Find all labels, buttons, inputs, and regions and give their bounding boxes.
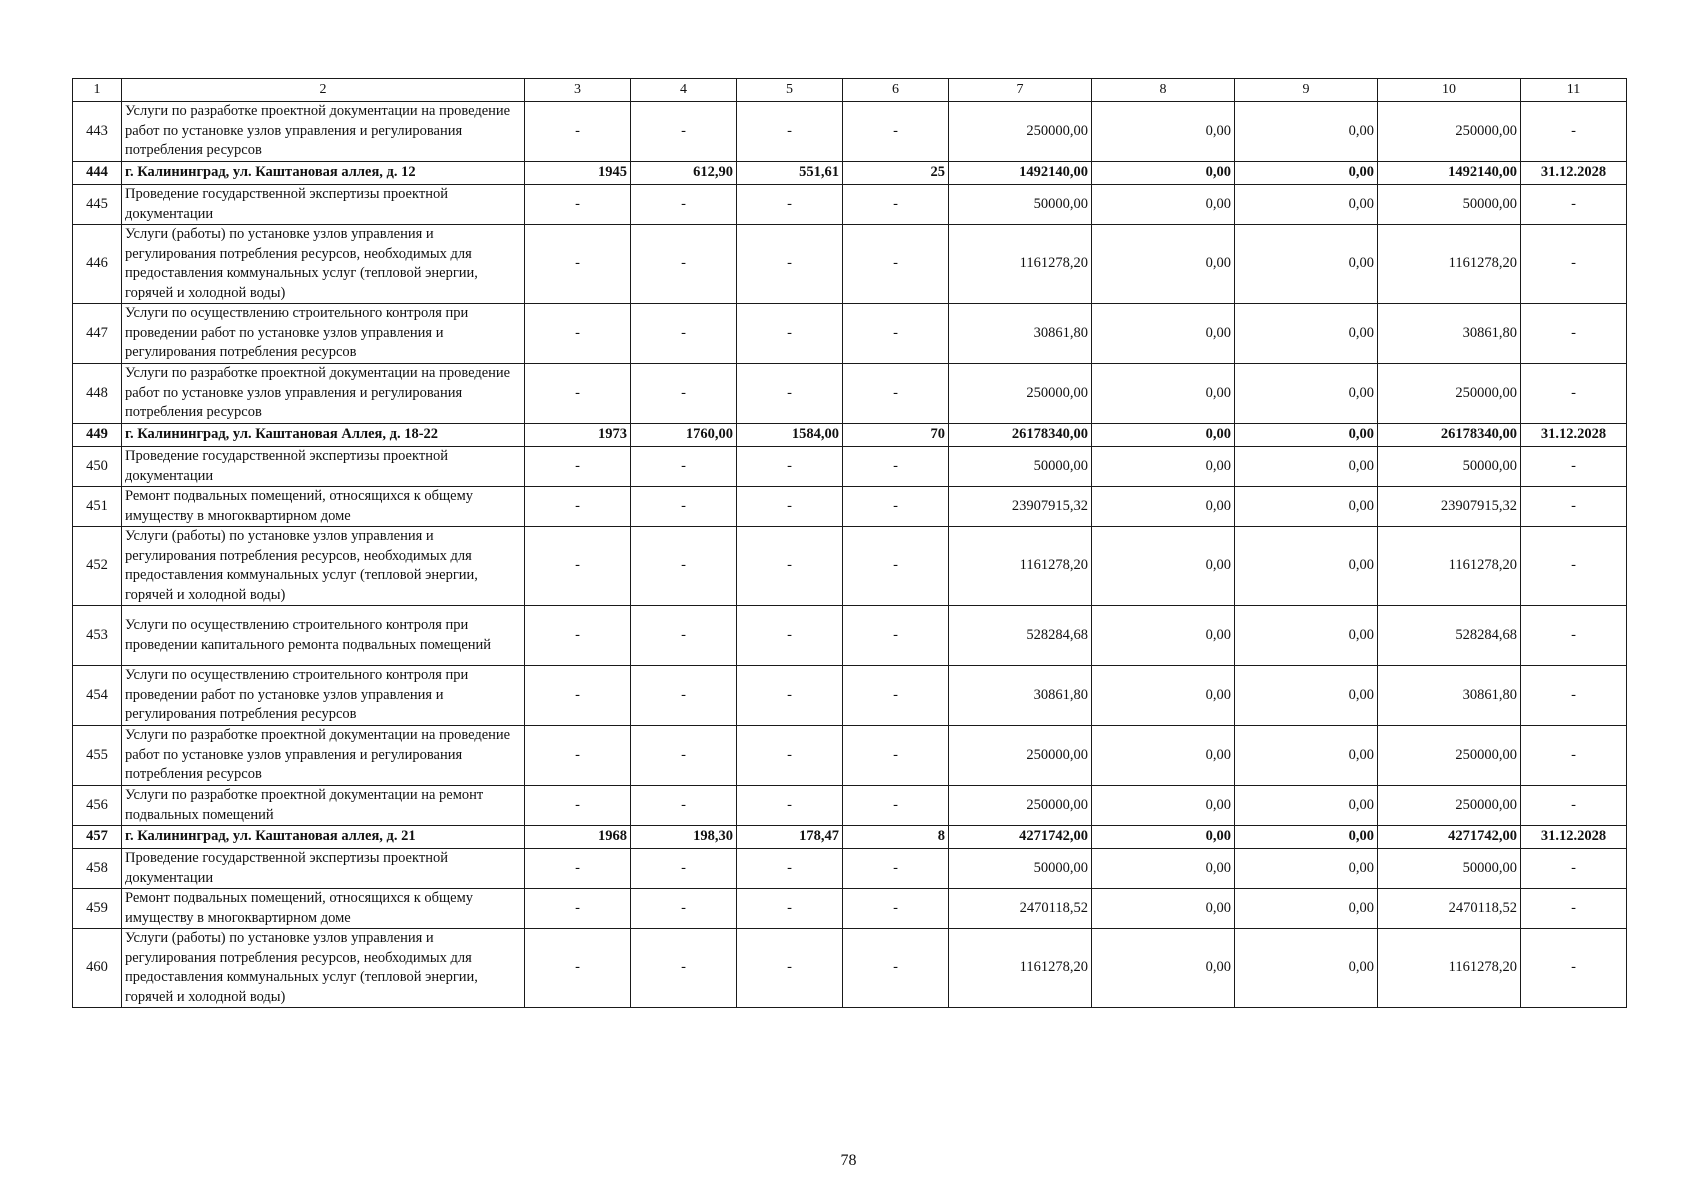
col3-cell: -: [525, 225, 631, 304]
col6-cell: -: [843, 225, 949, 304]
col5-cell: -: [737, 304, 843, 364]
table-row: [73, 726, 1627, 786]
col10-amount: 4271742,00: [1378, 826, 1521, 849]
row-number: 454: [73, 666, 122, 726]
col10-amount: 1161278,20: [1378, 225, 1521, 304]
col9-amount: 0,00: [1235, 826, 1378, 849]
col7-amount: 26178340,00: [949, 424, 1092, 447]
row-description: г. Калининград, ул. Каштановая аллея, д. 12: [122, 162, 525, 185]
column-header: 10: [1378, 79, 1521, 102]
col11-cell: 31.12.2028: [1521, 826, 1627, 849]
row-description: Услуги по осуществлению строительного контроля при проведении работ по установке узлов управления и регулирования потребления ресурсов: [122, 666, 525, 726]
col5-cell: -: [737, 849, 843, 889]
column-header: 3: [525, 79, 631, 102]
col11-cell: -: [1521, 606, 1627, 666]
col7-amount: 50000,00: [949, 447, 1092, 487]
col5-cell: 178,47: [737, 826, 843, 849]
row-description: Проведение государственной экспертизы проектной документации: [122, 447, 525, 487]
row-description: г. Калининград, ул. Каштановая аллея, д. 21: [122, 826, 525, 849]
table-row: [73, 185, 1627, 225]
table-row: [73, 606, 1627, 666]
column-header: 6: [843, 79, 949, 102]
col3-cell: -: [525, 364, 631, 424]
col9-amount: 0,00: [1235, 889, 1378, 929]
row-number: 452: [73, 527, 122, 606]
col6-cell: 25: [843, 162, 949, 185]
col4-cell: -: [631, 527, 737, 606]
col10-amount: 50000,00: [1378, 185, 1521, 225]
col7-amount: 250000,00: [949, 102, 1092, 162]
col5-cell: -: [737, 929, 843, 1008]
col6-cell: -: [843, 487, 949, 527]
col10-amount: 23907915,32: [1378, 487, 1521, 527]
page-number: 78: [840, 1152, 857, 1169]
col7-amount: 30861,80: [949, 304, 1092, 364]
table-row: [73, 487, 1627, 527]
col6-cell: -: [843, 304, 949, 364]
col3-cell: 1945: [525, 162, 631, 185]
col10-amount: 50000,00: [1378, 447, 1521, 487]
table-body: [73, 102, 1627, 1008]
col8-amount: 0,00: [1092, 527, 1235, 606]
col5-cell: -: [737, 185, 843, 225]
col7-amount: 4271742,00: [949, 826, 1092, 849]
row-number: 460: [73, 929, 122, 1008]
row-number: 447: [73, 304, 122, 364]
col3-cell: -: [525, 726, 631, 786]
column-header: 8: [1092, 79, 1235, 102]
document-sheet: [72, 78, 1626, 1008]
col4-cell: -: [631, 447, 737, 487]
col10-amount: 30861,80: [1378, 304, 1521, 364]
col11-cell: 31.12.2028: [1521, 162, 1627, 185]
col9-amount: 0,00: [1235, 527, 1378, 606]
col10-amount: 30861,80: [1378, 666, 1521, 726]
col8-amount: 0,00: [1092, 424, 1235, 447]
col10-amount: 2470118,52: [1378, 889, 1521, 929]
row-description: Услуги по разработке проектной документации на проведение работ по установке узлов управления и регулирования потребления ресурсов: [122, 364, 525, 424]
col4-cell: 1760,00: [631, 424, 737, 447]
row-number: 456: [73, 786, 122, 826]
row-number: 459: [73, 889, 122, 929]
col5-cell: -: [737, 726, 843, 786]
col11-cell: -: [1521, 185, 1627, 225]
col11-cell: -: [1521, 786, 1627, 826]
col6-cell: -: [843, 666, 949, 726]
col5-cell: -: [737, 102, 843, 162]
col5-cell: -: [737, 606, 843, 666]
col5-cell: -: [737, 666, 843, 726]
row-description: Услуги (работы) по установке узлов управления и регулирования потребления ресурсов, необходимых для предоставления коммунальных услуг (тепловой энергии, горячей и холодной воды): [122, 929, 525, 1008]
column-number-row: [73, 79, 1627, 102]
row-number: 443: [73, 102, 122, 162]
col9-amount: 0,00: [1235, 185, 1378, 225]
col7-amount: 1161278,20: [949, 527, 1092, 606]
col6-cell: -: [843, 447, 949, 487]
row-description: Услуги (работы) по установке узлов управления и регулирования потребления ресурсов, необходимых для предоставления коммунальных услуг (тепловой энергии, горячей и холодной воды): [122, 225, 525, 304]
col10-amount: 50000,00: [1378, 849, 1521, 889]
row-description: Услуги по осуществлению строительного контроля при проведении работ по установке узлов управления и регулирования потребления ресурсов: [122, 304, 525, 364]
column-header: 11: [1521, 79, 1627, 102]
col3-cell: -: [525, 304, 631, 364]
col11-cell: -: [1521, 102, 1627, 162]
row-description: Услуги по разработке проектной документации на проведение работ по установке узлов управления и регулирования потребления ресурсов: [122, 726, 525, 786]
col6-cell: -: [843, 364, 949, 424]
col8-amount: 0,00: [1092, 786, 1235, 826]
row-description: Ремонт подвальных помещений, относящихся к общему имуществу в многоквартирном доме: [122, 487, 525, 527]
col4-cell: -: [631, 364, 737, 424]
col3-cell: -: [525, 447, 631, 487]
col8-amount: 0,00: [1092, 666, 1235, 726]
col11-cell: -: [1521, 487, 1627, 527]
col10-amount: 1161278,20: [1378, 527, 1521, 606]
col10-amount: 1161278,20: [1378, 929, 1521, 1008]
col7-amount: 250000,00: [949, 364, 1092, 424]
col6-cell: -: [843, 102, 949, 162]
row-description: г. Калининград, ул. Каштановая Аллея, д. 18-22: [122, 424, 525, 447]
address-row: [73, 826, 1627, 849]
row-number: 449: [73, 424, 122, 447]
address-row: [73, 424, 1627, 447]
col10-amount: 250000,00: [1378, 364, 1521, 424]
col11-cell: -: [1521, 849, 1627, 889]
col9-amount: 0,00: [1235, 666, 1378, 726]
col5-cell: -: [737, 527, 843, 606]
col7-amount: 50000,00: [949, 849, 1092, 889]
col6-cell: -: [843, 929, 949, 1008]
col11-cell: 31.12.2028: [1521, 424, 1627, 447]
column-header: 1: [73, 79, 122, 102]
table-row: [73, 364, 1627, 424]
col7-amount: 1161278,20: [949, 929, 1092, 1008]
table-row: [73, 666, 1627, 726]
col8-amount: 0,00: [1092, 826, 1235, 849]
col3-cell: 1973: [525, 424, 631, 447]
column-header: 7: [949, 79, 1092, 102]
col8-amount: 0,00: [1092, 225, 1235, 304]
col3-cell: -: [525, 527, 631, 606]
col3-cell: -: [525, 786, 631, 826]
col8-amount: 0,00: [1092, 849, 1235, 889]
col8-amount: 0,00: [1092, 304, 1235, 364]
table-row: [73, 527, 1627, 606]
col8-amount: 0,00: [1092, 606, 1235, 666]
col10-amount: 528284,68: [1378, 606, 1521, 666]
column-header: 9: [1235, 79, 1378, 102]
col10-amount: 1492140,00: [1378, 162, 1521, 185]
row-number: 445: [73, 185, 122, 225]
col4-cell: -: [631, 102, 737, 162]
address-row: [73, 162, 1627, 185]
col4-cell: -: [631, 225, 737, 304]
row-description: Проведение государственной экспертизы проектной документации: [122, 849, 525, 889]
col11-cell: -: [1521, 889, 1627, 929]
table-row: [73, 786, 1627, 826]
col6-cell: 8: [843, 826, 949, 849]
row-number: 446: [73, 225, 122, 304]
row-description: Проведение государственной экспертизы проектной документации: [122, 185, 525, 225]
col5-cell: -: [737, 889, 843, 929]
col5-cell: 1584,00: [737, 424, 843, 447]
col3-cell: -: [525, 185, 631, 225]
col4-cell: -: [631, 304, 737, 364]
col5-cell: 551,61: [737, 162, 843, 185]
col6-cell: -: [843, 786, 949, 826]
col11-cell: -: [1521, 666, 1627, 726]
row-number: 451: [73, 487, 122, 527]
col4-cell: -: [631, 849, 737, 889]
column-header: 5: [737, 79, 843, 102]
table-row: [73, 929, 1627, 1008]
col8-amount: 0,00: [1092, 185, 1235, 225]
col9-amount: 0,00: [1235, 304, 1378, 364]
col6-cell: 70: [843, 424, 949, 447]
col8-amount: 0,00: [1092, 929, 1235, 1008]
col4-cell: -: [631, 889, 737, 929]
col3-cell: -: [525, 487, 631, 527]
col3-cell: -: [525, 666, 631, 726]
column-header: 4: [631, 79, 737, 102]
col9-amount: 0,00: [1235, 606, 1378, 666]
col8-amount: 0,00: [1092, 102, 1235, 162]
col11-cell: -: [1521, 527, 1627, 606]
col10-amount: 250000,00: [1378, 726, 1521, 786]
table-row: [73, 304, 1627, 364]
col8-amount: 0,00: [1092, 447, 1235, 487]
col3-cell: -: [525, 606, 631, 666]
col4-cell: -: [631, 786, 737, 826]
col9-amount: 0,00: [1235, 786, 1378, 826]
col3-cell: -: [525, 102, 631, 162]
row-number: 453: [73, 606, 122, 666]
col9-amount: 0,00: [1235, 929, 1378, 1008]
col3-cell: -: [525, 849, 631, 889]
table-row: [73, 225, 1627, 304]
col5-cell: -: [737, 487, 843, 527]
table-row: [73, 889, 1627, 929]
col4-cell: -: [631, 185, 737, 225]
col9-amount: 0,00: [1235, 225, 1378, 304]
row-number: 455: [73, 726, 122, 786]
col11-cell: -: [1521, 304, 1627, 364]
col6-cell: -: [843, 849, 949, 889]
col3-cell: 1968: [525, 826, 631, 849]
row-number: 458: [73, 849, 122, 889]
col9-amount: 0,00: [1235, 487, 1378, 527]
col11-cell: -: [1521, 447, 1627, 487]
row-number: 448: [73, 364, 122, 424]
table-row: [73, 102, 1627, 162]
col9-amount: 0,00: [1235, 447, 1378, 487]
col7-amount: 23907915,32: [949, 487, 1092, 527]
col7-amount: 50000,00: [949, 185, 1092, 225]
col4-cell: -: [631, 606, 737, 666]
col7-amount: 30861,80: [949, 666, 1092, 726]
col8-amount: 0,00: [1092, 162, 1235, 185]
row-number: 450: [73, 447, 122, 487]
col8-amount: 0,00: [1092, 889, 1235, 929]
col9-amount: 0,00: [1235, 102, 1378, 162]
col9-amount: 0,00: [1235, 364, 1378, 424]
col8-amount: 0,00: [1092, 364, 1235, 424]
col7-amount: 528284,68: [949, 606, 1092, 666]
col6-cell: -: [843, 726, 949, 786]
col7-amount: 250000,00: [949, 786, 1092, 826]
col5-cell: -: [737, 364, 843, 424]
col11-cell: -: [1521, 364, 1627, 424]
col9-amount: 0,00: [1235, 849, 1378, 889]
col9-amount: 0,00: [1235, 424, 1378, 447]
col4-cell: 198,30: [631, 826, 737, 849]
col9-amount: 0,00: [1235, 162, 1378, 185]
row-number: 444: [73, 162, 122, 185]
col10-amount: 26178340,00: [1378, 424, 1521, 447]
col10-amount: 250000,00: [1378, 786, 1521, 826]
col7-amount: 2470118,52: [949, 889, 1092, 929]
col4-cell: -: [631, 666, 737, 726]
col5-cell: -: [737, 786, 843, 826]
col4-cell: -: [631, 726, 737, 786]
col5-cell: -: [737, 447, 843, 487]
col9-amount: 0,00: [1235, 726, 1378, 786]
row-number: 457: [73, 826, 122, 849]
col8-amount: 0,00: [1092, 487, 1235, 527]
col3-cell: -: [525, 929, 631, 1008]
col11-cell: -: [1521, 929, 1627, 1008]
col5-cell: -: [737, 225, 843, 304]
col11-cell: -: [1521, 225, 1627, 304]
row-description: Услуги по разработке проектной документации на ремонт подвальных помещений: [122, 786, 525, 826]
col10-amount: 250000,00: [1378, 102, 1521, 162]
col6-cell: -: [843, 606, 949, 666]
col6-cell: -: [843, 527, 949, 606]
row-description: Услуги по разработке проектной документации на проведение работ по установке узлов управления и регулирования потребления ресурсов: [122, 102, 525, 162]
table-row: [73, 447, 1627, 487]
col7-amount: 1492140,00: [949, 162, 1092, 185]
row-description: Услуги по осуществлению строительного контроля при проведении капитального ремонта подвальных помещений: [122, 606, 525, 666]
col4-cell: -: [631, 487, 737, 527]
col4-cell: -: [631, 929, 737, 1008]
col7-amount: 1161278,20: [949, 225, 1092, 304]
column-header: 2: [122, 79, 525, 102]
col7-amount: 250000,00: [949, 726, 1092, 786]
col6-cell: -: [843, 185, 949, 225]
col8-amount: 0,00: [1092, 726, 1235, 786]
col4-cell: 612,90: [631, 162, 737, 185]
works-table: [72, 78, 1627, 1008]
col11-cell: -: [1521, 726, 1627, 786]
row-description: Ремонт подвальных помещений, относящихся к общему имуществу в многоквартирном доме: [122, 889, 525, 929]
table-row: [73, 849, 1627, 889]
col3-cell: -: [525, 889, 631, 929]
col6-cell: -: [843, 889, 949, 929]
row-description: Услуги (работы) по установке узлов управления и регулирования потребления ресурсов, необходимых для предоставления коммунальных услуг (тепловой энергии, горячей и холодной воды): [122, 527, 525, 606]
